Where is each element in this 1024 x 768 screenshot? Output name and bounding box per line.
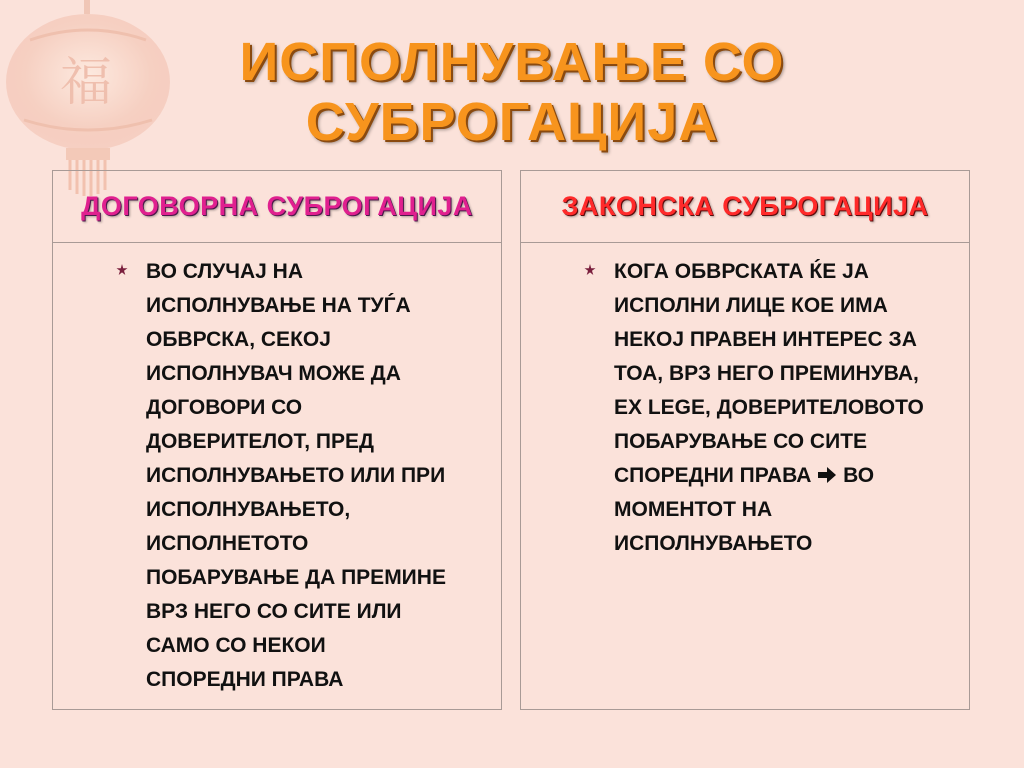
panel-body-text-part-2: ВО МОМЕНТОТ НА ИСПОЛНУВАЊЕТО bbox=[614, 464, 875, 555]
contractual-subrogation-panel bbox=[52, 170, 502, 710]
slide-title-line-1: ИСПОЛНУВАЊЕ СО bbox=[239, 32, 785, 92]
legal-subrogation-panel bbox=[520, 170, 970, 710]
panel-body-text: ВО СЛУЧАЈ НА ИСПОЛНУВАЊЕ НА ТУЃА ОБВРСКА, СЕКОЈ ИСПОЛНУВАЧ МОЖЕ ДА ДОГОВОРИ СО ДОВЕРИТЕЛОТ, ПРЕД ИСПОЛНУВАЊЕТО ИЛИ ПРИ ИСПОЛНУВАЊЕТО, ИСПОЛНЕТОТО ПОБАРУВАЊЕ ДА ПРЕМИНЕ ВРЗ НЕГО СО СИТЕ ИЛИ САМО СО НЕКОИ СПОРЕДНИ ПРАВА bbox=[146, 260, 446, 691]
panel-header-text: ЗАКОНСКА СУБРОГАЦИЈА bbox=[561, 191, 929, 221]
panel-header bbox=[53, 171, 501, 243]
svg-text:福: 福 bbox=[60, 53, 113, 113]
star-bullet-icon bbox=[583, 263, 597, 277]
panel-body bbox=[53, 243, 501, 697]
slide-title-line-2: СУБРОГАЦИЈА bbox=[305, 92, 719, 152]
panel-body-text bbox=[614, 255, 953, 561]
panel-header-text: ДОГОВОРНА СУБРОГАЦИЈА bbox=[81, 191, 473, 221]
star-bullet-icon bbox=[115, 263, 129, 277]
panel-body-text-part-1: КОГА ОБВРСКАТА ЌЕ ЈА ИСПОЛНИ ЛИЦЕ КОЕ ИМА НЕКОЈ ПРАВЕН ИНТЕРЕС ЗА ТОА, ВРЗ НЕГО ПРЕМИНУВА, EX LEGE, ДОВЕРИТЕЛОВОТО ПОБАРУВАЊЕ СО СИТЕ СПОРЕДНИ ПРАВА bbox=[614, 260, 924, 487]
slide-title bbox=[0, 32, 1024, 152]
right-arrow-icon bbox=[817, 466, 837, 484]
panel-body bbox=[521, 243, 969, 561]
panel-header bbox=[521, 171, 969, 243]
